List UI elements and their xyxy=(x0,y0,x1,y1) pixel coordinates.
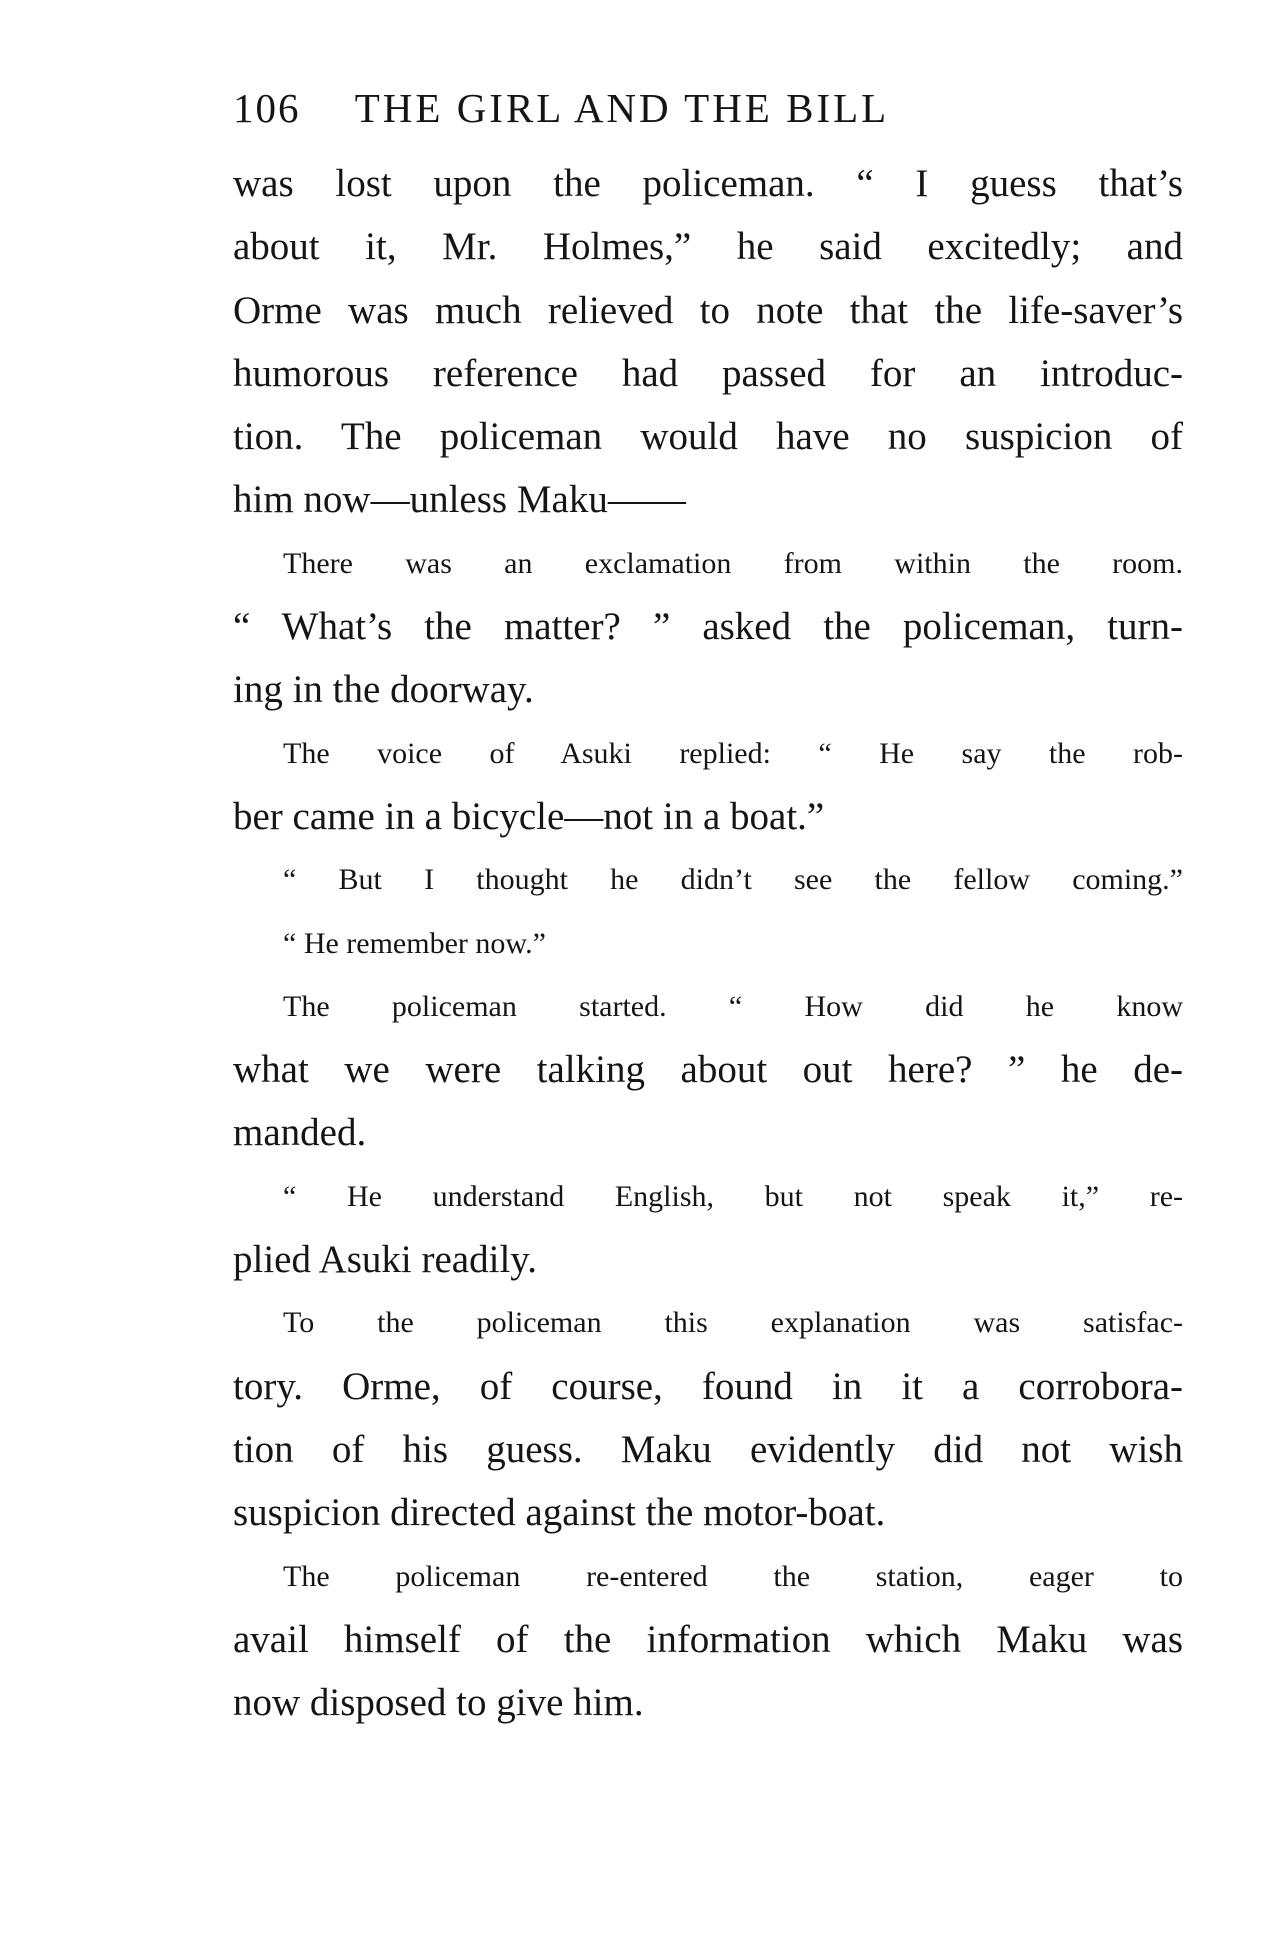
text-line: The policeman started. “ How did he know xyxy=(283,989,1183,1023)
text-line: “ What’s the matter? ” asked the policeman, turn- xyxy=(233,605,1183,649)
text-line: avail himself of the information which Maku was xyxy=(233,1617,1183,1661)
text-line: now disposed to give him. xyxy=(233,1681,644,1725)
text-line: Orme was much relieved to note that the life-saver’s xyxy=(233,288,1183,332)
text-line: plied Asuki readily. xyxy=(233,1238,538,1282)
text-line: was lost upon the policeman. “ I guess that’s xyxy=(233,162,1183,205)
text-line: “ He remember now.” xyxy=(283,926,546,960)
text-line: tion. The policeman would have no suspicion of xyxy=(233,415,1183,459)
text-line: To the policeman this explanation was satisfac- xyxy=(283,1306,1183,1340)
text-line: suspicion directed against the motor-boat. xyxy=(233,1491,886,1535)
text-line: “ But I thought he didn’t see the fellow coming.” xyxy=(283,863,1183,897)
text-line: tion of his guess. Maku evidently did not wish xyxy=(233,1427,1183,1471)
text-line: “ He understand English, but not speak it,” re- xyxy=(283,1179,1183,1213)
text-line: manded. xyxy=(233,1111,367,1155)
text-line: The voice of Asuki replied: “ He say the rob- xyxy=(283,736,1183,770)
body-text xyxy=(233,152,1183,1734)
text-line: tory. Orme, of course, found in it a corrobora- xyxy=(233,1364,1183,1408)
text-line: The policeman re-entered the station, eager to xyxy=(283,1559,1183,1593)
text-line: what we were talking about out here? ” he de- xyxy=(233,1048,1183,1092)
text-line: There was an exclamation from within the room. xyxy=(283,546,1183,580)
text-line: ber came in a bicycle—not in a boat.” xyxy=(233,794,825,838)
text-line: about it, Mr. Holmes,” he said excitedly; and xyxy=(233,225,1183,269)
text-line: humorous reference had passed for an introduc- xyxy=(233,351,1183,395)
page-header xyxy=(233,84,1053,146)
running-title: THE GIRL AND THE BILL xyxy=(354,85,890,131)
text-line: ing in the doorway. xyxy=(233,668,534,712)
text-line: him now—unless Maku—— xyxy=(233,478,686,522)
page-number: 106 xyxy=(233,85,301,131)
